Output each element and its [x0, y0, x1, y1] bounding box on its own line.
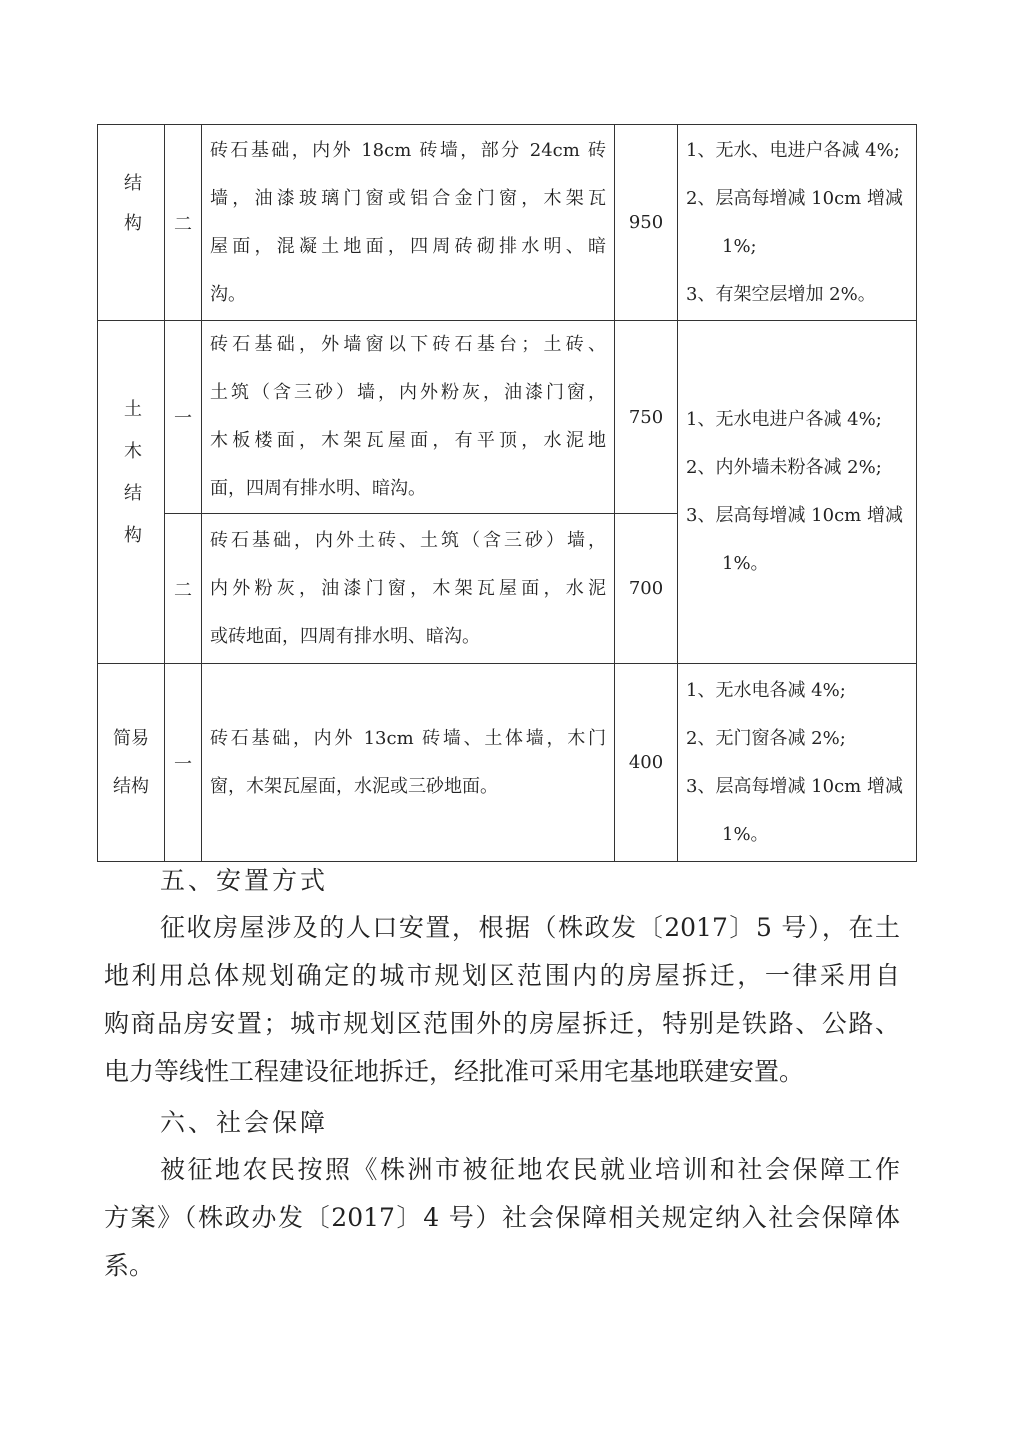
grade-cell: 一 [165, 664, 202, 862]
category-label: 简易结构 [112, 727, 149, 797]
note-line: 3、层高每增减 10cm 增减 [686, 775, 903, 797]
paragraph-line: 系。 [104, 1251, 155, 1280]
price-cell: 400 [615, 664, 678, 862]
section-resettlement [104, 858, 900, 1096]
table-row [98, 125, 917, 321]
note-line: 1、无水电各减 4%; [686, 679, 846, 701]
note-line: 2、无门窗各减 2%; [686, 727, 846, 749]
price-cell: 750 [615, 321, 678, 514]
desc-line: 面，四周有排水明、暗沟。 [210, 478, 426, 499]
desc-line: 内外粉灰，油漆门窗，木架瓦屋面，水泥 [210, 577, 606, 599]
desc-line: 砖石基础，内外 18cm 砖墙，部分 24cm 砖 [210, 139, 606, 161]
table-row [98, 321, 917, 514]
note-line: 3、有架空层增加 2%。 [686, 283, 876, 305]
desc-cell [202, 514, 615, 664]
desc-line: 木板楼面，木架瓦屋面，有平顶，水泥地 [210, 430, 606, 451]
category-cell [98, 321, 165, 664]
section-heading: 五、安置方式 [160, 866, 329, 895]
category-cell [98, 664, 165, 862]
note-line: 1、无水、电进户各减 4%; [686, 139, 900, 161]
paragraph-line: 征收房屋涉及的人口安置，根据（株政发〔2017〕5 号），在土 [160, 913, 900, 942]
paragraph-line: 方案》（株政办发〔2017〕4 号）社会保障相关规定纳入社会保障体 [104, 1203, 900, 1232]
desc-line: 砖石基础，内外 13cm 砖墙、土体墙，木门 [210, 727, 606, 749]
note-line: 3、层高每增减 10cm 增减 [686, 505, 903, 526]
desc-cell [202, 321, 615, 514]
price-cell: 950 [615, 125, 678, 321]
desc-line: 土筑（含三砂）墙，内外粉灰，油漆门窗， [210, 382, 606, 403]
grade-cell: 二 [165, 125, 202, 321]
grade-cell: 一 [165, 321, 202, 514]
note-line: 2、内外墙未粉各减 2%; [686, 457, 882, 478]
desc-line: 或砖地面，四周有排水明、暗沟。 [210, 625, 480, 647]
note-line: 1%。 [722, 823, 769, 845]
notes-cell [678, 321, 917, 664]
compensation-table [97, 124, 917, 862]
desc-cell [202, 125, 615, 321]
category-cell [98, 125, 165, 321]
section-social-security [104, 1100, 900, 1290]
category-label: 结构 [121, 173, 142, 253]
paragraph-line: 地利用总体规划确定的城市规划区范围内的房屋拆迁，一律采用自 [104, 961, 900, 990]
desc-line: 屋面，混凝土地面，四周砖砌排水明、暗 [210, 235, 606, 257]
desc-line: 窗，木架瓦屋面，水泥或三砂地面。 [210, 775, 498, 797]
paragraph-line: 被征地农民按照《株洲市被征地农民就业培训和社会保障工作 [160, 1155, 900, 1184]
desc-line: 砖石基础，外墙窗以下砖石基台；土砖、 [210, 334, 606, 355]
desc-line: 沟。 [210, 283, 246, 305]
section-heading: 六、社会保障 [160, 1108, 329, 1137]
note-line: 1%; [722, 235, 757, 257]
note-line: 1%。 [722, 553, 769, 574]
desc-line: 墙，油漆玻璃门窗或铝合金门窗，木架瓦 [210, 187, 606, 209]
grade-cell: 二 [165, 514, 202, 664]
notes-cell [678, 664, 917, 862]
note-line: 2、层高每增减 10cm 增减 [686, 187, 903, 209]
desc-cell [202, 664, 615, 862]
paragraph-line: 电力等线性工程建设征地拆迁，经批准可采用宅基地联建安置。 [104, 1057, 805, 1086]
note-line: 1、无水电进户各减 4%; [686, 409, 882, 430]
category-label: 土木结构 [121, 398, 142, 567]
paragraph-line: 购商品房安置；城市规划区范围外的房屋拆迁，特别是铁路、公路、 [104, 1009, 900, 1038]
table-row [98, 664, 917, 862]
desc-line: 砖石基础，内外土砖、土筑（含三砂）墙， [210, 529, 606, 551]
notes-cell [678, 125, 917, 321]
price-cell: 700 [615, 514, 678, 664]
